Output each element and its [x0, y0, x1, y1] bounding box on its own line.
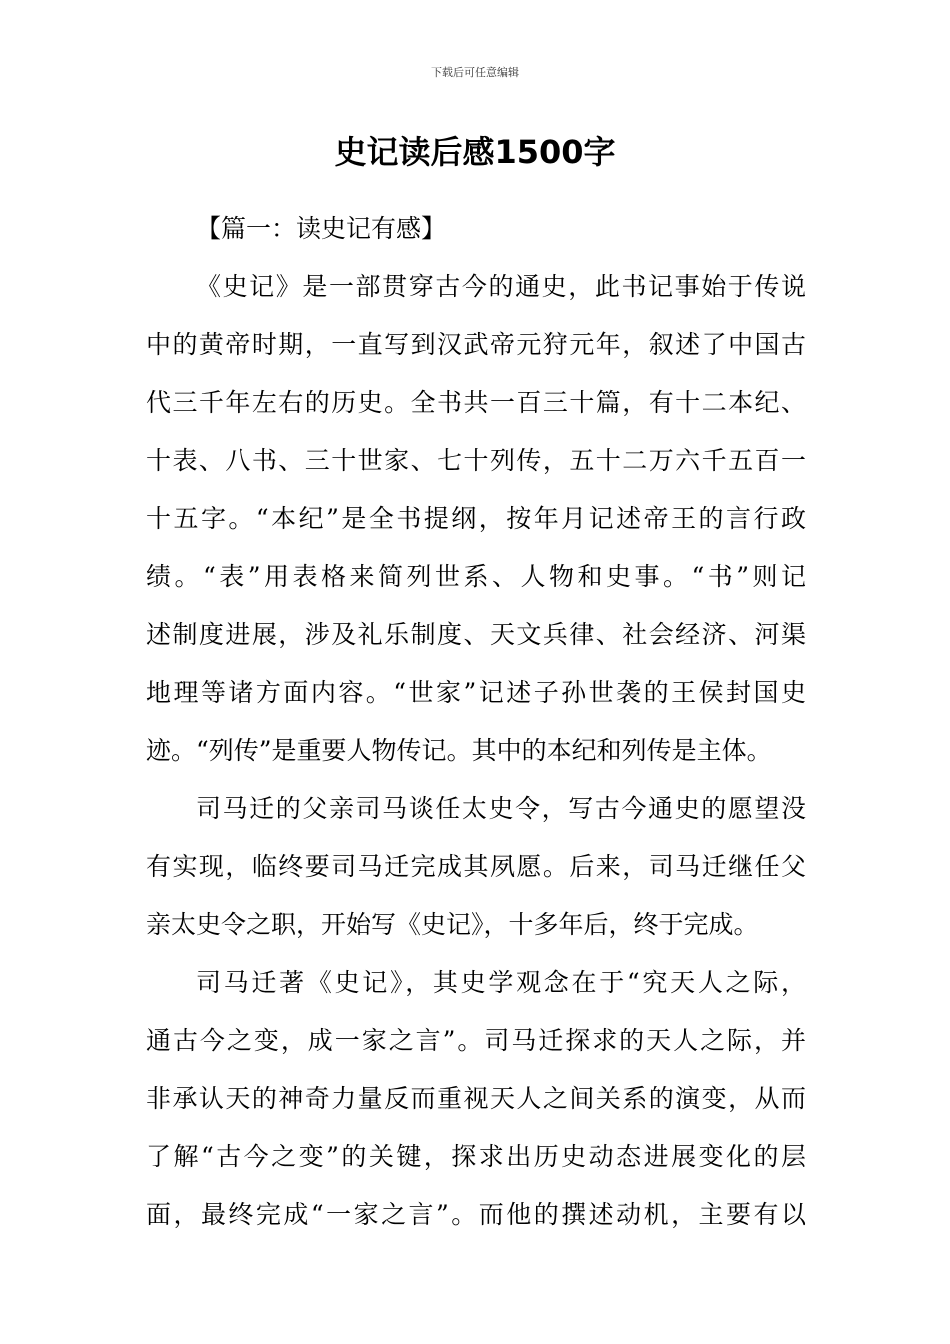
paragraph-line: 非承认天的神奇力量反而重视天人之间关系的演变，从而 [146, 1084, 806, 1113]
paragraph-line: 地理等诸方面内容。“世家”记述子孙世袭的王侯封国史 [146, 678, 806, 707]
paragraph-line: 中的黄帝时期，一直写到汉武帝元狩元年，叙述了中国古 [146, 330, 806, 359]
paragraph-line: 绩。“表”用表格来简列世系、人物和史事。“书”则记 [146, 562, 806, 591]
paragraph-3 [146, 954, 806, 1244]
paragraph-line: 《史记》是一部贯穿古今的通史，此书记事始于传说 [196, 272, 806, 301]
paragraph-line: 迹。“列传”是重要人物传记。其中的本纪和列传是主体。 [146, 736, 772, 765]
paragraph-line: 有实现，临终要司马迁完成其夙愿。后来，司马迁继任父 [146, 852, 806, 881]
document-body [146, 200, 806, 1244]
paragraph-line: 代三千年左右的历史。全书共一百三十篇，有十二本纪、 [146, 388, 806, 417]
paragraph-2 [146, 780, 806, 954]
paragraph-line: 十表、八书、三十世家、七十列传，五十二万六千五百一 [146, 446, 806, 475]
paragraph-line: 司马迁的父亲司马谈任太史令，写古今通史的愿望没 [196, 794, 806, 823]
paragraph-line: 亲太史令之职，开始写《史记》，十多年后，终于完成。 [146, 910, 759, 939]
paragraph-line: 十五字。“本纪”是全书提纲，按年月记述帝王的言行政 [146, 504, 806, 533]
page-title: 史记读后感1500字 [334, 133, 616, 171]
paragraph-line: 了解“古今之变”的关键，探求出历史动态进展变化的层 [146, 1142, 806, 1171]
paragraph-line: 司马迁著《史记》，其史学观念在于“究天人之际， [196, 968, 806, 997]
header-note: 下载后可任意编辑 [431, 66, 519, 79]
paragraph-line: 通古今之变，成一家之言”。司马迁探求的天人之际，并 [146, 1026, 806, 1055]
paragraph-line: 面，最终完成“一家之言”。而他的撰述动机，主要有以 [146, 1200, 806, 1229]
paragraph-line: 述制度进展，涉及礼乐制度、天文兵律、社会经济、河渠 [146, 620, 806, 649]
paragraph-1 [146, 258, 806, 780]
section-heading: 【篇一：读史记有感】 [196, 214, 447, 243]
